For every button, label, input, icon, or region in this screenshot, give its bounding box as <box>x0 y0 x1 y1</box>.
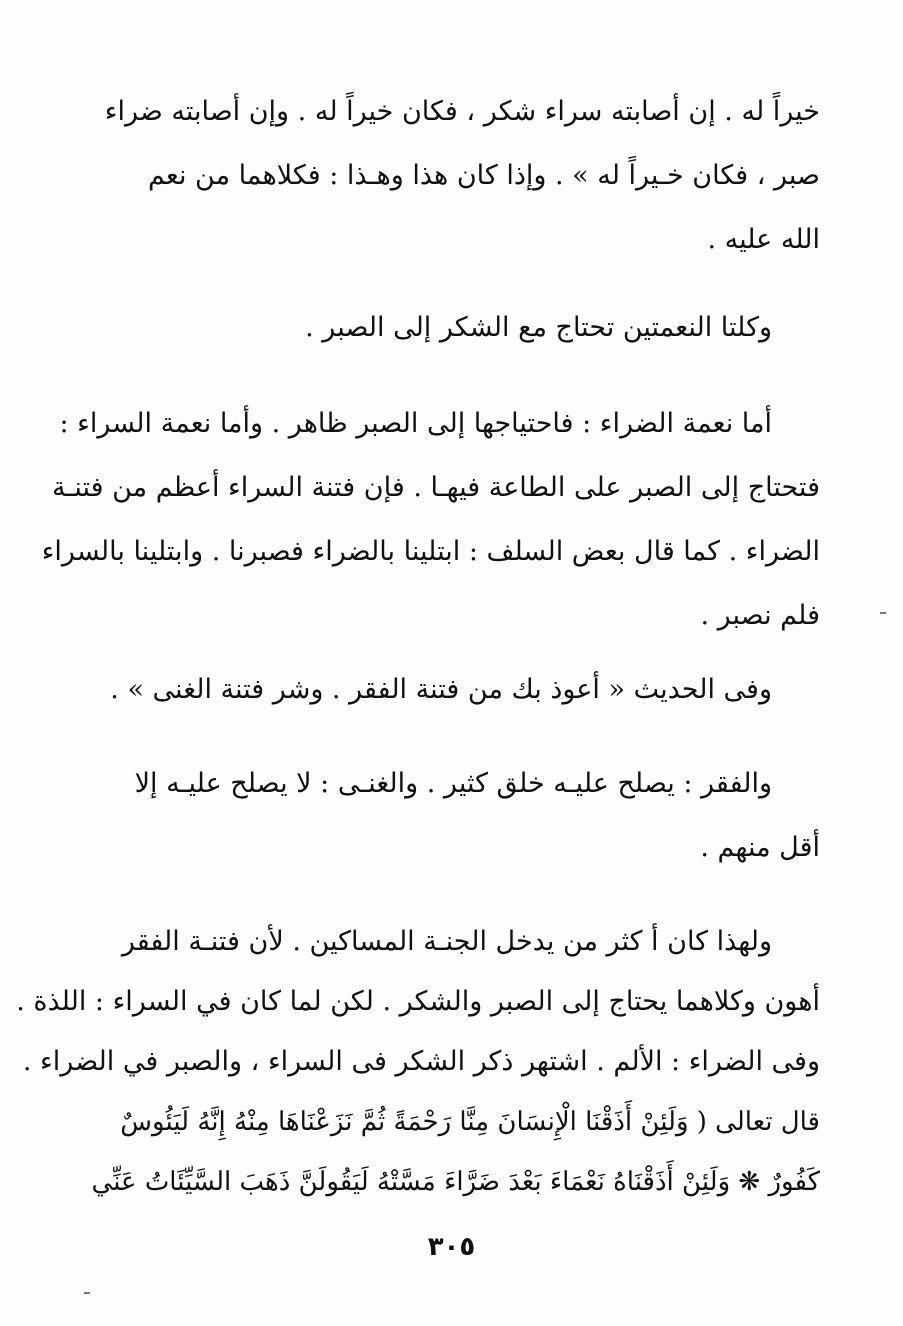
page-number: ٣٠٥ <box>427 1232 476 1262</box>
text-line: وفى الحديث « أعوذ بك من فتنة الفقر . وشر فتنة الغنى » . <box>110 674 772 705</box>
text-line: خيراً له . إن أصابته سراء شكر ، فكان خيراً له . وإن أصابته ضراء <box>104 96 820 127</box>
paragraph-3 <box>41 392 820 648</box>
text-line: والفقر : يصلح عليـه خلق كثير . والغنـى : لا يصلح عليـه إلا <box>134 768 772 799</box>
scan-speck <box>84 1292 90 1294</box>
text-line: أهون وكلاهما يحتاج إلى الصبر والشكر . لكن لما كان في السراء : اللذة . <box>16 986 820 1017</box>
text-line: الله عليه . <box>707 224 820 255</box>
paragraph-4 <box>100 658 820 722</box>
text-line: أما نعمة الضراء : فاحتياجها إلى الصبر ظاهر . وأما نعمة السراء : <box>59 408 772 439</box>
paragraph-1 <box>100 80 820 272</box>
quran-verse-line: كَفُورٌ ❋ وَلَئِنْ أَذَقْنَاهُ نَعْمَاءَ بَعْدَ ضَرَّاءَ مَسَّتْهُ لَيَقُولَنَّ ذَهَبَ السَّيِّئَاتُ عَنِّي <box>91 1167 820 1197</box>
text-line: الضراء . كما قال بعض السلف : ابتلينا بالضراء فصبرنا . وابتلينا بالسراء <box>41 536 820 567</box>
paragraph-2 <box>100 296 820 360</box>
text-line: أقل منهم . <box>700 832 820 863</box>
text-line: فتحتاج إلى الصبر على الطاعة فيهـا . فإن فتنة السراء أعظم من فتنـة <box>51 472 820 503</box>
scan-speck <box>880 612 886 614</box>
paragraph-6 <box>16 912 820 1212</box>
text-line: فلم نصبر . <box>700 600 820 631</box>
quran-verse-line: قال تعالى ( وَلَئِنْ أَذَقْنَا الْإِنسَانَ مِنَّا رَحْمَةً ثُمَّ نَزَعْنَاهَا مِنْهُ إِنَّهُ لَيَئُوسٌ <box>120 1107 820 1137</box>
text-line: ولهذا كان أ كثر من يدخل الجنـة المساكين . لأن فتنـة الفقر <box>121 926 772 957</box>
paragraph-5 <box>100 752 820 880</box>
text-line: وكلتا النعمتين تحتاج مع الشكر إلى الصبر . <box>305 312 772 343</box>
text-line: وفى الضراء : الألم . اشتهر ذكر الشكر فى السراء ، والصبر في الضراء . <box>22 1046 820 1077</box>
text-line: صبر ، فكان خـيراً له » . وإذا كان هذا وهـذا : فكلاهما من نعم <box>147 160 820 191</box>
